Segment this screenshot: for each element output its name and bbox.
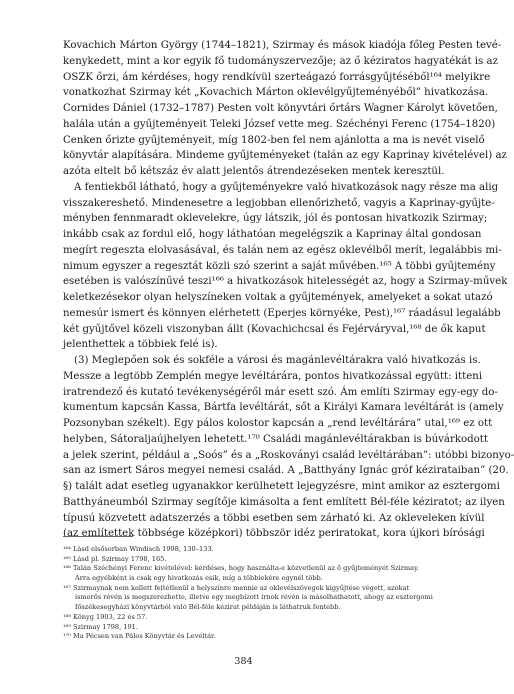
body-line: visszakereshető. Mindenesetre a legjobban ellenőrizhető, vagyis a Kaprinay-gyűjte- [63,197,495,209]
footnote-line: ismerős révén is megszerezhette, illetve egy megbízott írnok révén is másolhathatott, ahogy az esztergomi [75,593,433,602]
footnotes-section [63,536,433,642]
body-line: nemesúr ismert és könnyen elérhetett (Eperjes környéke, Pest),¹⁶⁷ ráadásul legalább [63,307,501,319]
body-line: iratrendező és kutató tevékenységéről már esett szó. Ám említi Szirmay egy-egy do- [63,386,498,398]
body-line: Cornides Dániel (1732–1787) Pesten volt könyvtári őrtárs Wagner Károlyt követően, [63,103,498,114]
body-line: megírt regeszta elolvasásával, és talán nem az egész oklevélből merít, legalábbis mi- [63,244,502,256]
footnote-line: ¹⁶⁴ Lásd elsősorban Windisch 1998, 130–133. [63,545,214,553]
body-line: A fentiekből látható, hogy a gyűjteményekre való hivatkozások nagy része ma alig [74,181,499,193]
body-line: kumentum kapcsán Kassa, Bártfa levéltárát, sőt a Királyi Kamara levéltárát is (amely [63,402,504,414]
body-line: (az említettek többsége középkori) többször idéz periratokat, kora újkori bírósági [63,528,485,540]
body-line: a jelek szerint, például a „Soós” és a „Roskoványi család levéltárában”: utóbbi bizonyo- [63,449,514,461]
body-text [63,38,514,542]
footnote-list [63,545,433,642]
body-line: Messze a legtöbb Zemplén megye levéltárára, pontos hivatkozással együtt: itteni [63,370,483,382]
body-line: OSZK őrzi, ám kérdéses, hogy rendkívül szerteágazó forrásgyűjtéséből¹⁶⁴ melyikre [63,71,491,83]
body-line: Pozsonyban székelt). Egy pálos kolostor kapcsán a „rend levéltárára” utal,¹⁶⁹ ez ott [63,418,493,429]
body-line: helyben, Sátoraljaújhelyen lehetett.¹⁷⁰ Családi magánlevéltárakban is búvárkodott [63,433,488,445]
body-line: Cenken őrizte gyűjteményeit, míg 1802-ben fel nem ajánlotta a ma is nevét viselő [63,134,485,146]
body-line: vonatkozhat Szirmay két „Kovachich Márton oklevélgyűjteményéből” hivatkozása. [63,87,489,99]
footnote-line: ¹⁶⁸ Könyg 1903, 22 és 57. [63,612,148,621]
footnote-line: ¹⁶⁵ Lásd pl. Szirmay 1798, 165. [63,554,167,563]
body-line: (3) Meglepően sok és sokféle a városi és magánlevéltárakra való hivatkozás is. [74,355,481,366]
body-line: azóta eltelt bő kétszáz év alatt jelentős átrendezéseken mentek keresztül. [63,166,445,177]
page-number: 384 [234,656,253,667]
body-line: jelenthettek a többiek felé is). [63,339,218,351]
footnote-line: ¹⁶⁷ Szirmaynak nem kellett feltétlenül a helyszínre mennie az oklevélszövegek kigyűjtése végett, azokat [63,583,410,592]
body-line: nimum egyszer a regesztát közli szó szerint a saját művében.¹⁶⁵ A többi gyűjtemény [63,260,496,272]
body-line: §) talált adat esetleg ugyanakkor kerülhetett lejegyzésre, mint amikor az esztergomi [63,481,500,492]
footnote-line: ¹⁶⁶ Talán Széchényi Ferenc kivételével: kérdéses, hogy használta-e közvetlenül az ő gyűjteményét Szirmay. [63,564,420,573]
footnote-line: ¹⁶⁹ Szirmay 1798, 191. [63,622,138,631]
body-line: Batthyáneumból Szirmay segítője kimásolta a fent említett Bél-féle kéziratot; az ilyen [63,496,505,508]
body-line: Kovachich Márton György (1744–1821), Szirmay és mások kiadója főleg Pesten tevé- [63,40,502,51]
body-line: könyvtár alapítására. Mindeme gyűjteményeket (talán az egy Kaprinay kivételével) az [63,150,507,162]
body-line: halála után a gyűjteményeit Teleki József vette meg. Széchényi Ferenc (1754–1820) [63,118,496,130]
body-line: ményben fennmaradt oklevelekre, úgy látszik, jól és pontosan hivatkozik Szirmay; [63,213,488,225]
body-line: kenykedett, mint a kor egyik fő tudományszervezője; az ő kéziratos hagyatékát is az [63,55,498,67]
footnote-rule [63,536,133,537]
footnote-line: Arra egyébként is csak egy hivatkozás esik, míg a többiekére egynél több. [75,574,323,583]
footnote-line: főszékesegyházi könyvtárból való Bél-féle kézirat példáján is láthatruk fentebb. [75,603,341,612]
body-line: san az ismert Sáros megyei nemesi család. A „Batthyány Ignác gróf kézirataiban” (20. [63,465,509,477]
body-line: keletkezésekor olyan helyszíneken voltak a gyűjtemények, amelyeket a sokat utazó [63,292,493,303]
body-line: inkább csak az fordul elő, hogy láthatóan megelégszik a Kaprinay által gondosan [63,229,482,240]
body-line: két gyűjtővel közeli viszonyban állt (Kovachichcsal és Fejérváryval,¹⁶⁸ de ők kaput [63,323,486,335]
body-line: esetében is valószínűvé teszi¹⁶⁶ a hivatkozások hitelességét az, hogy a Szirmay-művek [63,276,508,288]
body-line: típusú közvetett adatszerzés a többi esetben sem zárható ki. Az okleveleken kívül [63,512,485,524]
footnote-line: ¹⁷⁰ Ma Pécsen van Pálos Könyvtár és Levéltár. [63,632,216,641]
